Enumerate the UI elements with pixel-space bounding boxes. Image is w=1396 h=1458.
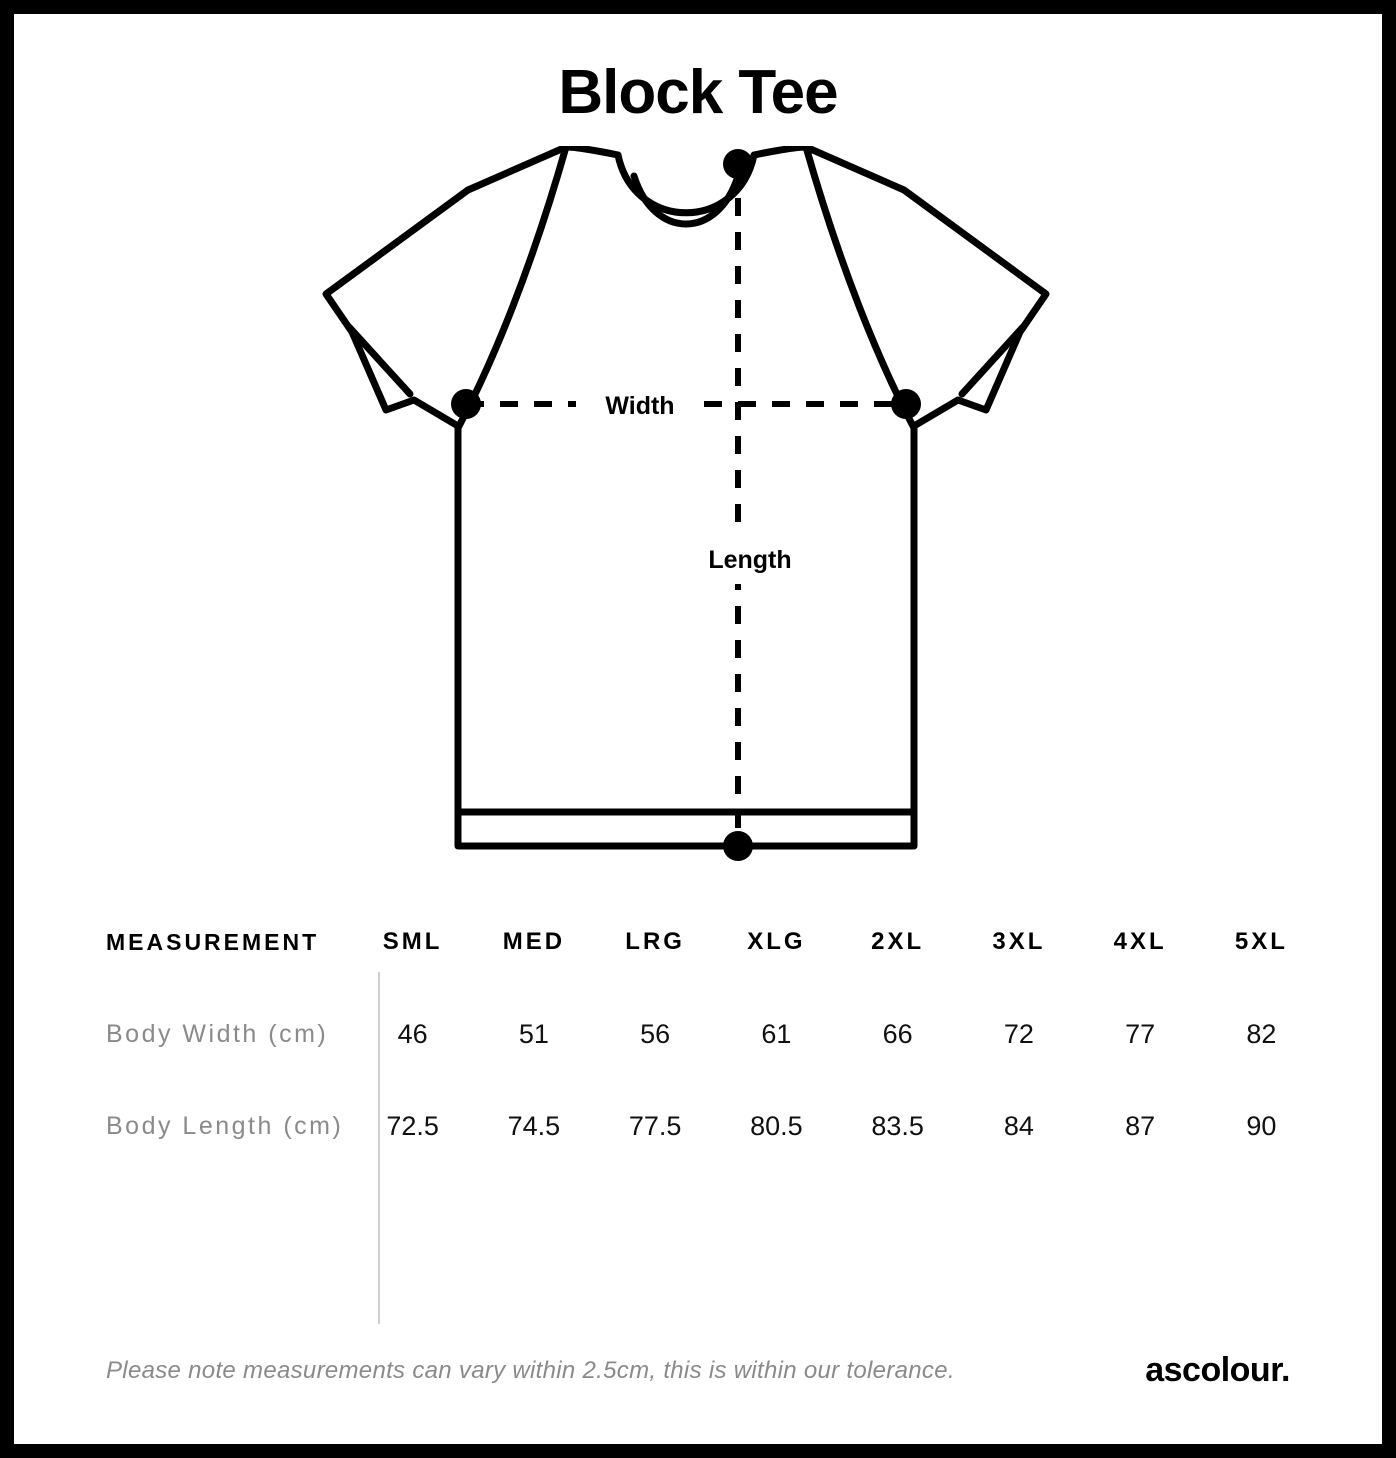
cell-body-width-5xl: 82 [1246,1018,1277,1049]
header-4xl: 4XL [1113,928,1167,955]
cell-body-width-lrg: 56 [640,1018,671,1049]
cell-body-length-lrg: 77.5 [628,1110,682,1141]
width-label: Width [605,392,675,420]
tolerance-note: Please note measurements can vary within 2.5cm, this is within our tolerance. [106,1356,955,1384]
cell-body-length-3xl: 84 [1003,1110,1034,1141]
header-5xl: 5XL [1234,928,1288,955]
length-label: Length [708,546,792,574]
table-row [74,988,1322,1080]
size-table-container [14,896,1382,1172]
header-lrg: LRG [625,928,685,955]
tshirt-diagram [14,146,1382,886]
cell-body-length-5xl: 90 [1246,1110,1277,1141]
cell-body-width-2xl: 66 [882,1018,913,1049]
table-divider-rule [378,972,380,1324]
header-med: MED [502,928,566,955]
cell-body-width-3xl: 72 [1003,1018,1034,1049]
page-title: Block Tee [558,58,838,127]
header-sml: SML [382,928,443,955]
table-header-row [74,896,1322,988]
length-endpoint-top-dot [723,149,753,179]
width-endpoint-right-dot [891,389,921,419]
table-row [74,1080,1322,1172]
header-xlg: XLG [747,928,806,955]
header-2xl: 2XL [871,928,925,955]
cell-body-width-4xl: 77 [1125,1018,1156,1049]
cell-body-length-2xl: 83.5 [871,1110,924,1141]
cell-body-length-xlg: 80.5 [750,1110,803,1141]
tshirt-illustration [318,146,1078,886]
footer [14,1351,1382,1390]
cell-body-length-med: 74.5 [507,1110,561,1141]
cell-body-length-4xl: 87 [1125,1110,1156,1141]
row-label-body-width: Body Width (cm) [106,1019,329,1048]
row-label-body-length: Body Length (cm) [106,1111,344,1140]
brand-logo: ascolour. [1145,1351,1290,1389]
cell-body-width-sml: 46 [397,1018,428,1049]
cell-body-width-xlg: 61 [761,1018,792,1049]
header-measurement: MEASUREMENT [106,928,320,955]
width-endpoint-left-dot [451,389,481,419]
cell-body-width-med: 51 [518,1018,549,1049]
cell-body-length-sml: 72.5 [386,1110,439,1141]
size-guide-card [14,14,1382,1444]
size-table [74,896,1322,1172]
length-endpoint-bottom-dot [723,831,753,861]
header-3xl: 3XL [992,928,1046,955]
